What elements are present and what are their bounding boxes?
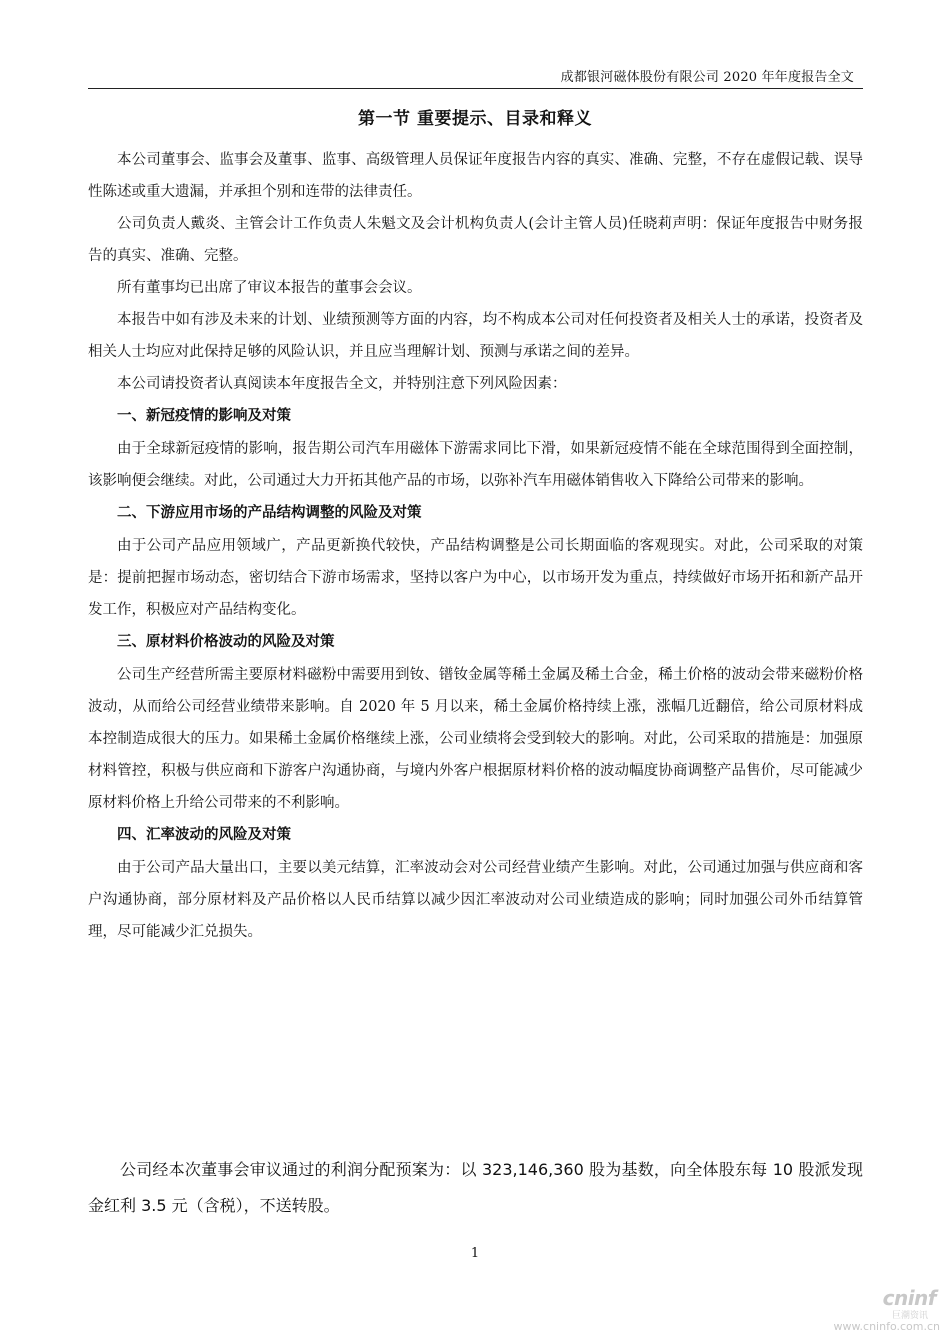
risk-heading-exchange-rate: 四、汇率波动的风险及对策 xyxy=(117,827,291,843)
dividend-plan: 公司经本次董事会审议通过的利润分配预案为：以 323,146,360 股为基数，向全体股东每 10 股派发现金红利 3.5 元（含税），不送转股。 xyxy=(88,1160,863,1215)
watermark-logo: cninf xyxy=(882,1286,936,1310)
watermark-subtitle: 巨潮资讯 xyxy=(891,1311,928,1321)
risk-text-covid: 由于全球新冠疫情的影响，报告期公司汽车用磁体下游需求同比下滑，如果新冠疫情不能在全球范围得到全面控制，该影响便会继续。对此，公司通过大力开拓其他产品的市场，以弥补汽车用磁体销售收入下降给公司带来的影响。 xyxy=(88,441,863,489)
intro-paragraph: 公司负责人戴炎、主管会计工作负责人朱魁文及会计机构负责人(会计主管人员)任晓莉声明：保证年度报告中财务报告的真实、准确、完整。 xyxy=(88,216,863,264)
watermark-url: www.cninfo.com.cn xyxy=(833,1320,940,1333)
risk-heading-product-structure: 二、下游应用市场的产品结构调整的风险及对策 xyxy=(117,505,422,521)
intro-paragraph: 所有董事均已出席了审议本报告的董事会会议。 xyxy=(117,280,422,296)
report-body xyxy=(88,144,863,948)
intro-paragraph: 本公司董事会、监事会及董事、监事、高级管理人员保证年度报告内容的真实、准确、完整，不存在虚假记载、误导性陈述或重大遗漏，并承担个别和连带的法律责任。 xyxy=(88,152,863,200)
section-title: 第一节 重要提示、目录和释义 xyxy=(358,109,592,129)
report-header-title: 成都银河磁体股份有限公司 2020 年年度报告全文 xyxy=(560,70,854,85)
intro-paragraph: 本公司请投资者认真阅读本年度报告全文，并特别注意下列风险因素： xyxy=(117,376,567,392)
cninfo-watermark xyxy=(820,1286,940,1336)
risk-text-exchange-rate: 由于公司产品大量出口，主要以美元结算，汇率波动会对公司经营业绩产生影响。对此，公司通过加强与供应商和客户沟通协商，部分原材料及产品价格以人民币结算以减少因汇率波动对公司业绩造成的影响；同时加强公司外币结算管理，尽可能减少汇兑损失。 xyxy=(88,860,863,940)
risk-text-product-structure: 由于公司产品应用领域广，产品更新换代较快，产品结构调整是公司长期面临的客观现实。对此，公司采取的对策是：提前把握市场动态，密切结合下游市场需求，坚持以客户为中心，以市场开发为重点，持续做好市场开拓和新产品开发工作，积极应对产品结构变化。 xyxy=(88,538,863,618)
intro-paragraph: 本报告中如有涉及未来的计划、业绩预测等方面的内容，均不构成本公司对任何投资者及相关人士的承诺，投资者及相关人士均应对此保持足够的风险认识，并且应当理解计划、预测与承诺之间的差异。 xyxy=(88,312,863,360)
page-number: 1 xyxy=(470,1246,480,1261)
header-divider xyxy=(88,88,863,89)
risk-text-raw-material: 公司生产经营所需主要原材料磁粉中需要用到钕、镨钕金属等稀土金属及稀土合金，稀土价格的波动会带来磁粉价格波动，从而给公司经营业绩带来影响。自 2020 年 5 月以来，稀土金属价格持续上涨，涨幅几近翻倍，给公司原材料成本控制造成很大的压力。如果稀土金属价格继续上涨，公司业绩将会受到较大的影响。对此，公司采取的措施是：加强原材料管控，积极与供应商和下游客户沟通协商，与境内外客户根据原材料价格的波动幅度协商调整产品售价，尽可能减少原材料价格上升给公司带来的不利影响。 xyxy=(88,667,863,811)
risk-heading-raw-material: 三、原材料价格波动的风险及对策 xyxy=(117,634,335,650)
risk-heading-covid: 一、新冠疫情的影响及对策 xyxy=(117,408,291,424)
